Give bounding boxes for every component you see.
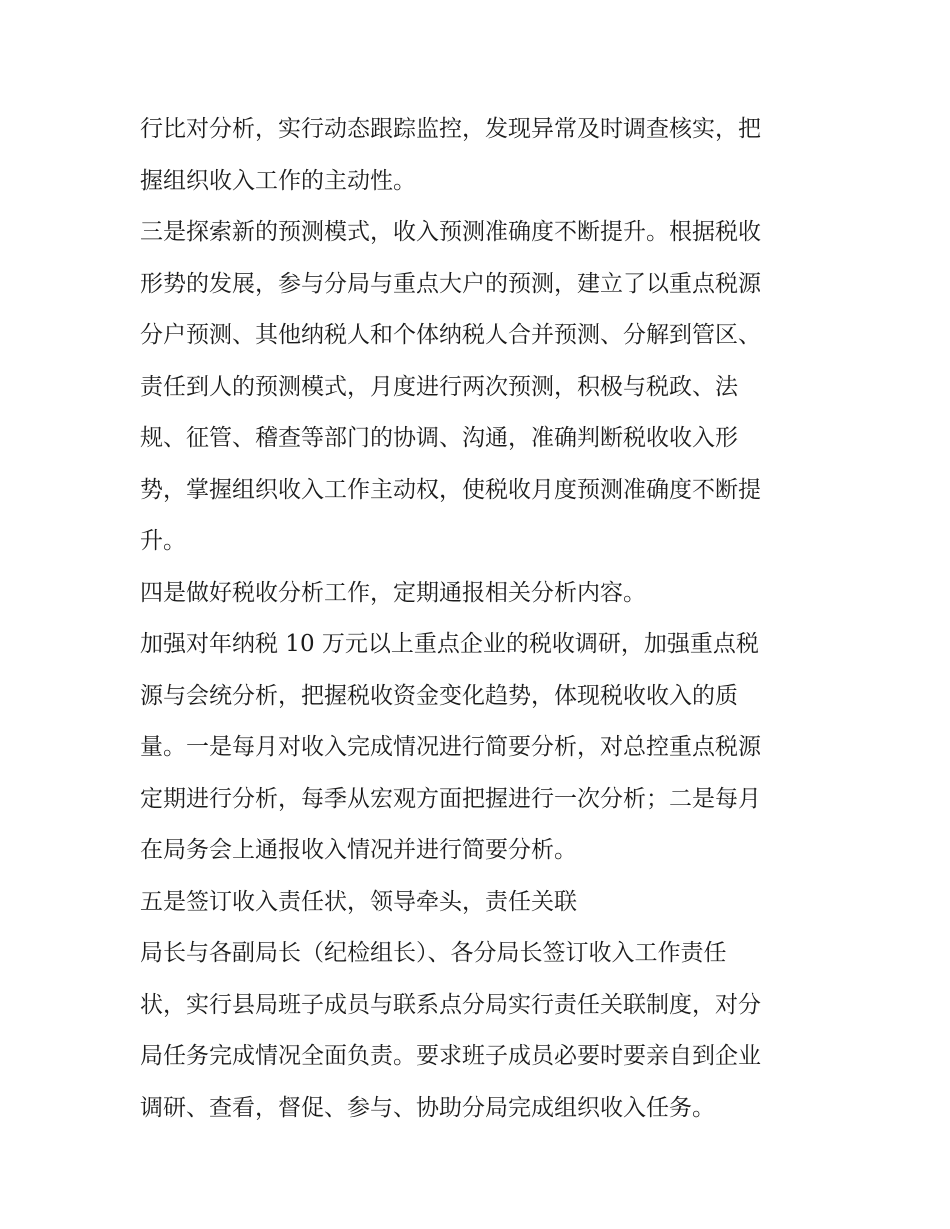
text-line: 五是签订收入责任状，领导牵头，责任关联 [140,888,577,915]
text-line: 三是探索新的预测模式，收入预测准确度不断提升。根据税收 [140,219,761,245]
text-line: 局长与各副局长（纪检组长）、各分局长签订收入工作责任 [140,940,727,966]
text-line: 形势的发展，参与分局与重点大户的预测，建立了以重点税源 [140,270,761,297]
text-line: 源与会统分析，把握税收资金变化趋势，体现税收收入的质 [140,682,738,709]
text-line: 升。 [140,528,186,554]
text-line: 握组织收入工作的主动性。 [140,167,416,194]
text-line: 分户预测、其他纳税人和个体纳税人合并预测、分解到管区、 [140,322,761,348]
text-line: 行比对分析，实行动态跟踪监控，发现异常及时调查核实，把 [140,116,761,142]
text-line: 调研、查看，督促、参与、协助分局完成组织收入任务。 [140,1094,715,1121]
text-line: 势，掌握组织收入工作主动权，使税收月度预测准确度不断提 [140,476,761,503]
text-line: 规、征管、稽查等部门的协调、沟通，准确判断税收收入形 [140,425,738,451]
text-line: 四是做好税收分析工作，定期通报相关分析内容。 [140,579,646,606]
text-line: 局任务完成情况全面负责。要求班子成员必要时要亲自到企业 [140,1043,761,1069]
text-line: 量。一是每月对收入完成情况进行简要分析，对总控重点税源 [140,734,761,760]
document-body [140,104,812,1134]
text-line: 在局务会上通报收入情况并进行简要分析。 [140,837,577,863]
text-line: 加强对年纳税 10 万元以上重点企业的税收调研，加强重点税 [140,631,759,657]
text-line: 定期进行分析，每季从宏观方面把握进行一次分析；二是每月 [140,785,761,812]
text-line: 责任到人的预测模式，月度进行两次预测，积极与税政、法 [140,373,738,400]
text-line: 状，实行县局班子成员与联系点分局实行责任关联制度，对分 [140,991,761,1018]
